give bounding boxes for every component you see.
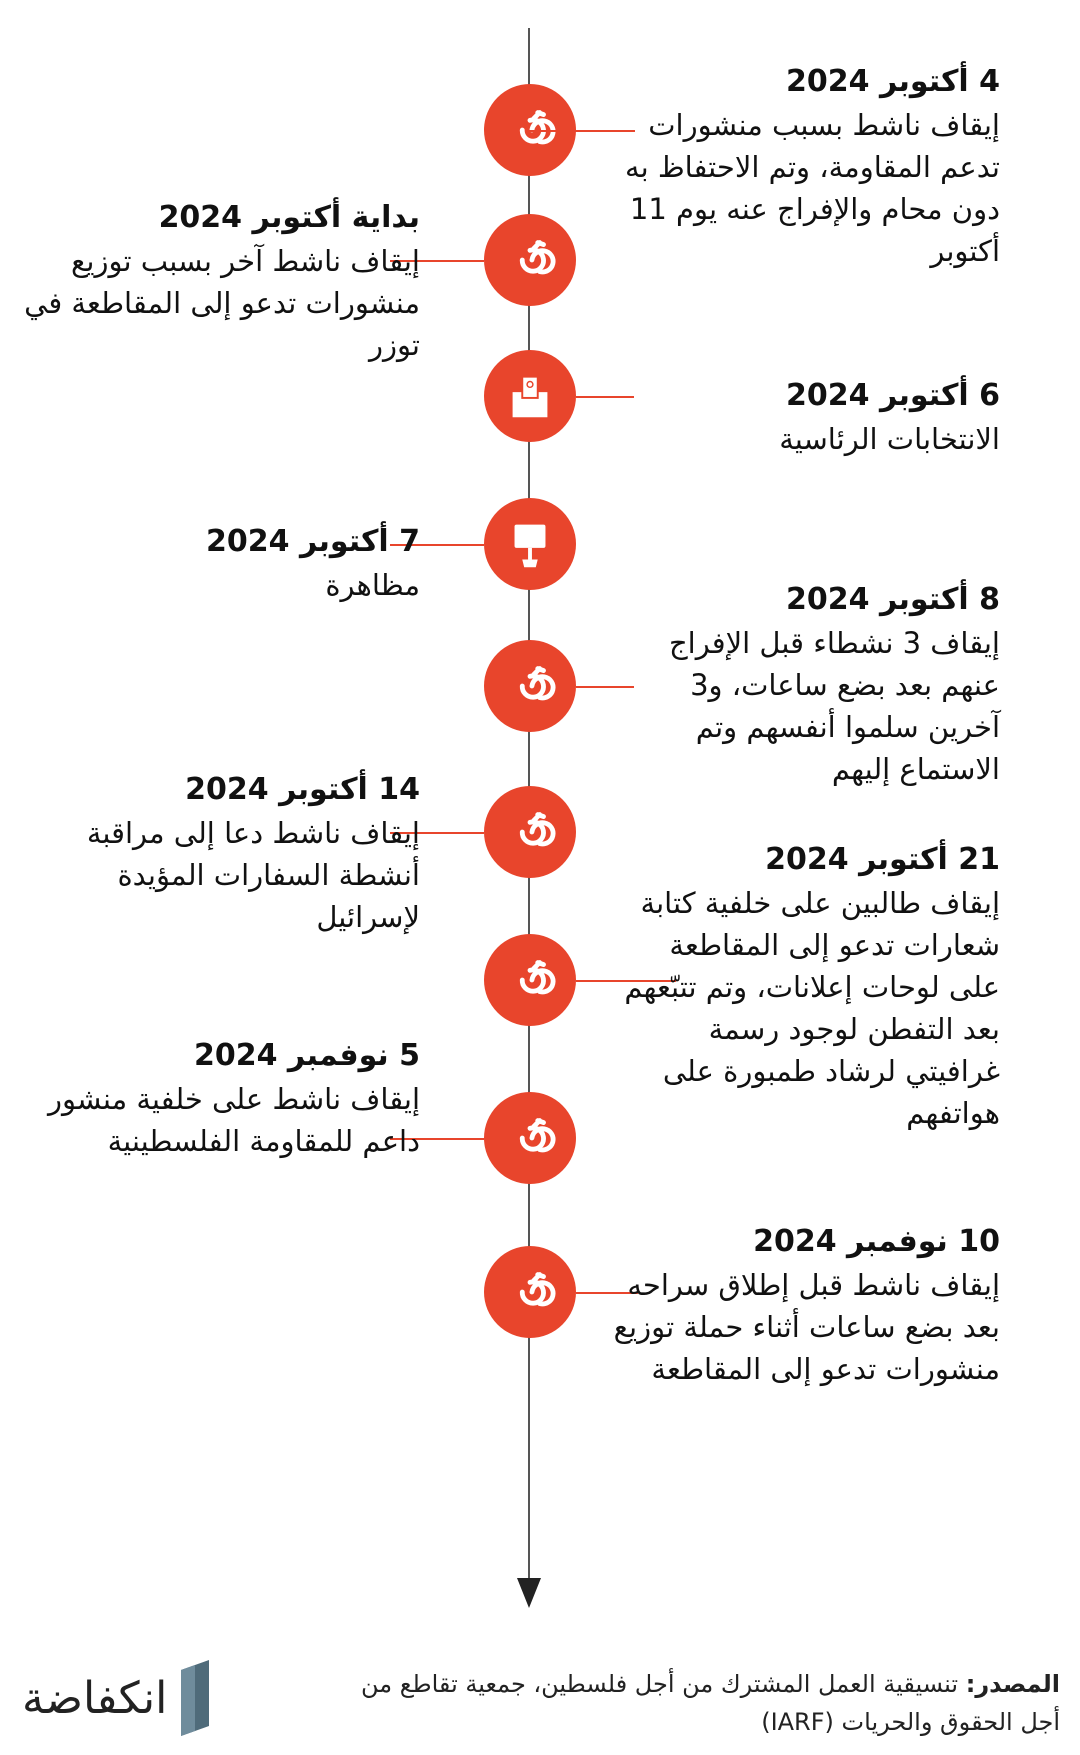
timeline-event [20, 1036, 420, 1162]
source-note [340, 1665, 1060, 1741]
logo-mark-icon [181, 1660, 209, 1736]
event-description: إيقاف ناشط على خلفية منشور داعم للمقاومة الفلسطينية [47, 1082, 420, 1158]
timeline-event [610, 580, 1000, 790]
event-description: إيقاف 3 نشطاء قبل الإفراج عنهم بعد بضع ساعات، و3 آخرين سلموا أنفسهم وتم الاستماع إليهم [668, 626, 1000, 786]
timeline-arrow-icon [517, 1578, 541, 1608]
event-date: 10 نوفمبر 2024 [753, 1224, 1000, 1259]
timeline-event [610, 1222, 1000, 1390]
event-description: إيقاف ناشط آخر بسبب توزيع منشورات تدعو إلى المقاطعة في توزر [24, 244, 420, 362]
event-description: إيقاف ناشط قبل إطلاق سراحه بعد بضع ساعات أثناء حملة توزيع منشورات تدعو إلى المقاطعة [613, 1268, 1000, 1386]
handcuffs-icon [484, 640, 576, 732]
source-label: المصدر: [965, 1670, 1060, 1698]
event-date: 7 أكتوبر 2024 [206, 524, 420, 559]
source-text: تنسيقية العمل المشترك من أجل فلسطين، جمعية تقاطع من أجل الحقوق والحريات (IARF) [360, 1670, 1060, 1736]
event-date: 14 أكتوبر 2024 [185, 772, 420, 807]
timeline-event [20, 770, 420, 938]
timeline-event [610, 62, 1000, 272]
timeline-event [610, 840, 1000, 1134]
event-description: إيقاف طالبين على خلفية كتابة شعارات تدعو إلى المقاطعة على لوحات إعلانات، وتم تتبّعهم بعد التفطن لوجود رسمة غرافيتي لرشاد طمبورة على هواتفهم [624, 886, 1000, 1130]
event-date: 6 أكتوبر 2024 [786, 378, 1000, 413]
event-date: بداية أكتوبر 2024 [158, 200, 420, 235]
timeline-event [20, 522, 420, 606]
protest-sign-icon [484, 498, 576, 590]
ballot-box-icon [484, 350, 576, 442]
handcuffs-icon [484, 214, 576, 306]
event-date: 21 أكتوبر 2024 [765, 842, 1000, 877]
event-date: 4 أكتوبر 2024 [786, 64, 1000, 99]
event-description: الانتخابات الرئاسية [779, 422, 1000, 456]
event-description: إيقاف ناشط دعا إلى مراقبة أنشطة السفارات المؤيدة لإسرائيل [86, 816, 420, 934]
handcuffs-icon [484, 786, 576, 878]
event-date: 8 أكتوبر 2024 [786, 582, 1000, 617]
handcuffs-icon [484, 1092, 576, 1184]
event-description: مظاهرة [325, 568, 420, 602]
handcuffs-icon [484, 1246, 576, 1338]
event-description: إيقاف ناشط بسبب منشورات تدعم المقاومة، وتم الاحتفاظ به دون محام والإفراج عنه يوم 11 أكتوبر [625, 108, 1000, 268]
logo-text: انكفاضة [22, 1672, 168, 1724]
timeline-event [610, 376, 1000, 460]
timeline-event [20, 198, 420, 366]
inkyfada-logo [22, 1660, 209, 1736]
event-date: 5 نوفمبر 2024 [193, 1038, 420, 1073]
handcuffs-icon [484, 934, 576, 1026]
